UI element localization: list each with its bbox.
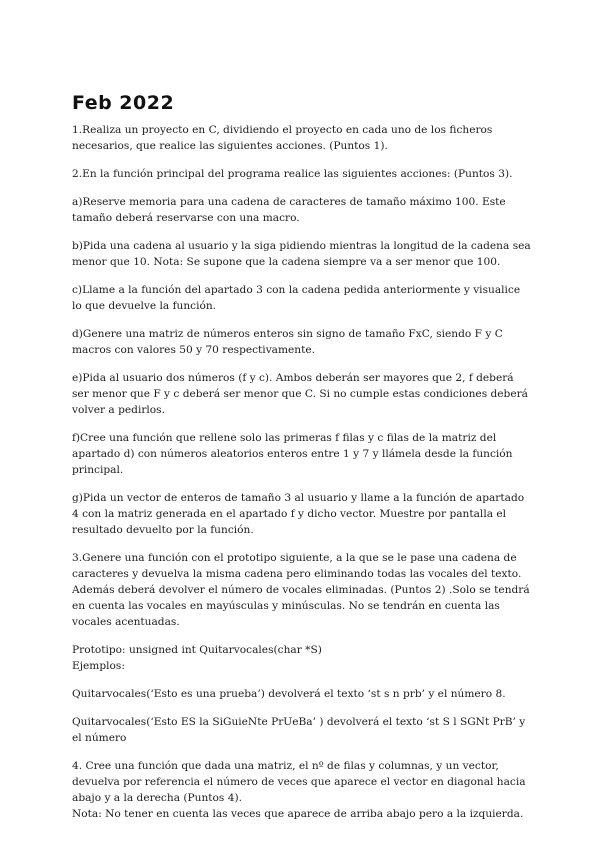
document-page — [72, 92, 532, 834]
section-4-text: 4. Cree una función que dada una matriz, el nº de filas y columnas, y un vector, devuelva por referencia el número de veces que aparece el vector en diagonal hacia abajo y a la derecha (Puntos 4). — [72, 760, 526, 804]
example-2: Quitarvocales(‘Esto ES la SiGuieNte PrUeBa’ ) devolverá el texto ‘st S l SGNt PrB’ y el número — [72, 716, 526, 744]
document-title: Feb 2022 — [72, 92, 175, 114]
section-4-block — [72, 758, 532, 822]
paragraph-2: 2.En la función principal del programa realice las siguientes acciones: (Puntos 3). — [72, 168, 513, 180]
examples-heading: Ejemplos: — [72, 660, 125, 672]
paragraph-3: 3.Genere una función con el prototipo siguiente, a la que se le pase una cadena de caracteres y devuelva la misma cadena pero eliminando todas las vocales del texto. Además deberá devolver el número de vocales eliminadas. (Puntos 2) .Solo se tendrá en cuenta las vocales en mayúsculas y minúsculas. No se tendrán en cuenta las vocales acentuadas. — [72, 552, 530, 628]
prototype-block — [72, 642, 532, 674]
paragraph-2d: d)Genere una matriz de números enteros sin signo de tamaño FxC, siendo F y C macros con valores 50 y 70 respectivamente. — [72, 328, 503, 356]
paragraph-2e: e)Pida al usuario dos números (f y c). Ambos deberán ser mayores que 2, f deberá ser menor que F y c deberá ser menor que C. Si no cumple estas condiciones deberá volver a pedirlos. — [72, 372, 528, 416]
paragraph-2a: a)Reserve memoria para una cadena de caracteres de tamaño máximo 100. Este tamaño deberá reservarse con una macro. — [72, 196, 506, 224]
example-1: Quitarvocales(‘Esto es una prueba’) devolverá el texto ‘st s n prb’ y el número 8. — [72, 688, 506, 700]
prototype-line: Prototipo: unsigned int Quitarvocales(char *S) — [72, 644, 322, 656]
paragraph-2g: g)Pida un vector de enteros de tamaño 3 al usuario y llame a la función de apartado 4 con la matriz generada en el apartado f y dicho vector. Muestre por pantalla el resultado devuelto por la función. — [72, 492, 525, 536]
paragraph-1: 1.Realiza un proyecto en C, dividiendo el proyecto en cada uno de los ficheros necesarios, que realice las siguientes acciones. (Puntos 1). — [72, 124, 493, 152]
section-4-note: Nota: No tener en cuenta las veces que aparece de arriba abajo pero a la izquierda. — [72, 808, 524, 820]
paragraph-2f: f)Cree una función que rellene solo las primeras f filas y c filas de la matriz del apartado d) con números aleatorios enteros entre 1 y 7 y llámela desde la función principal. — [72, 432, 513, 476]
paragraph-2b: b)Pida una cadena al usuario y la siga pidiendo mientras la longitud de la cadena sea menor que 10. Nota: Se supone que la cadena siempre va a ser menor que 100. — [72, 240, 531, 268]
paragraph-2c: c)Llame a la función del apartado 3 con la cadena pedida anteriormente y visualice lo que devuelve la función. — [72, 284, 521, 312]
